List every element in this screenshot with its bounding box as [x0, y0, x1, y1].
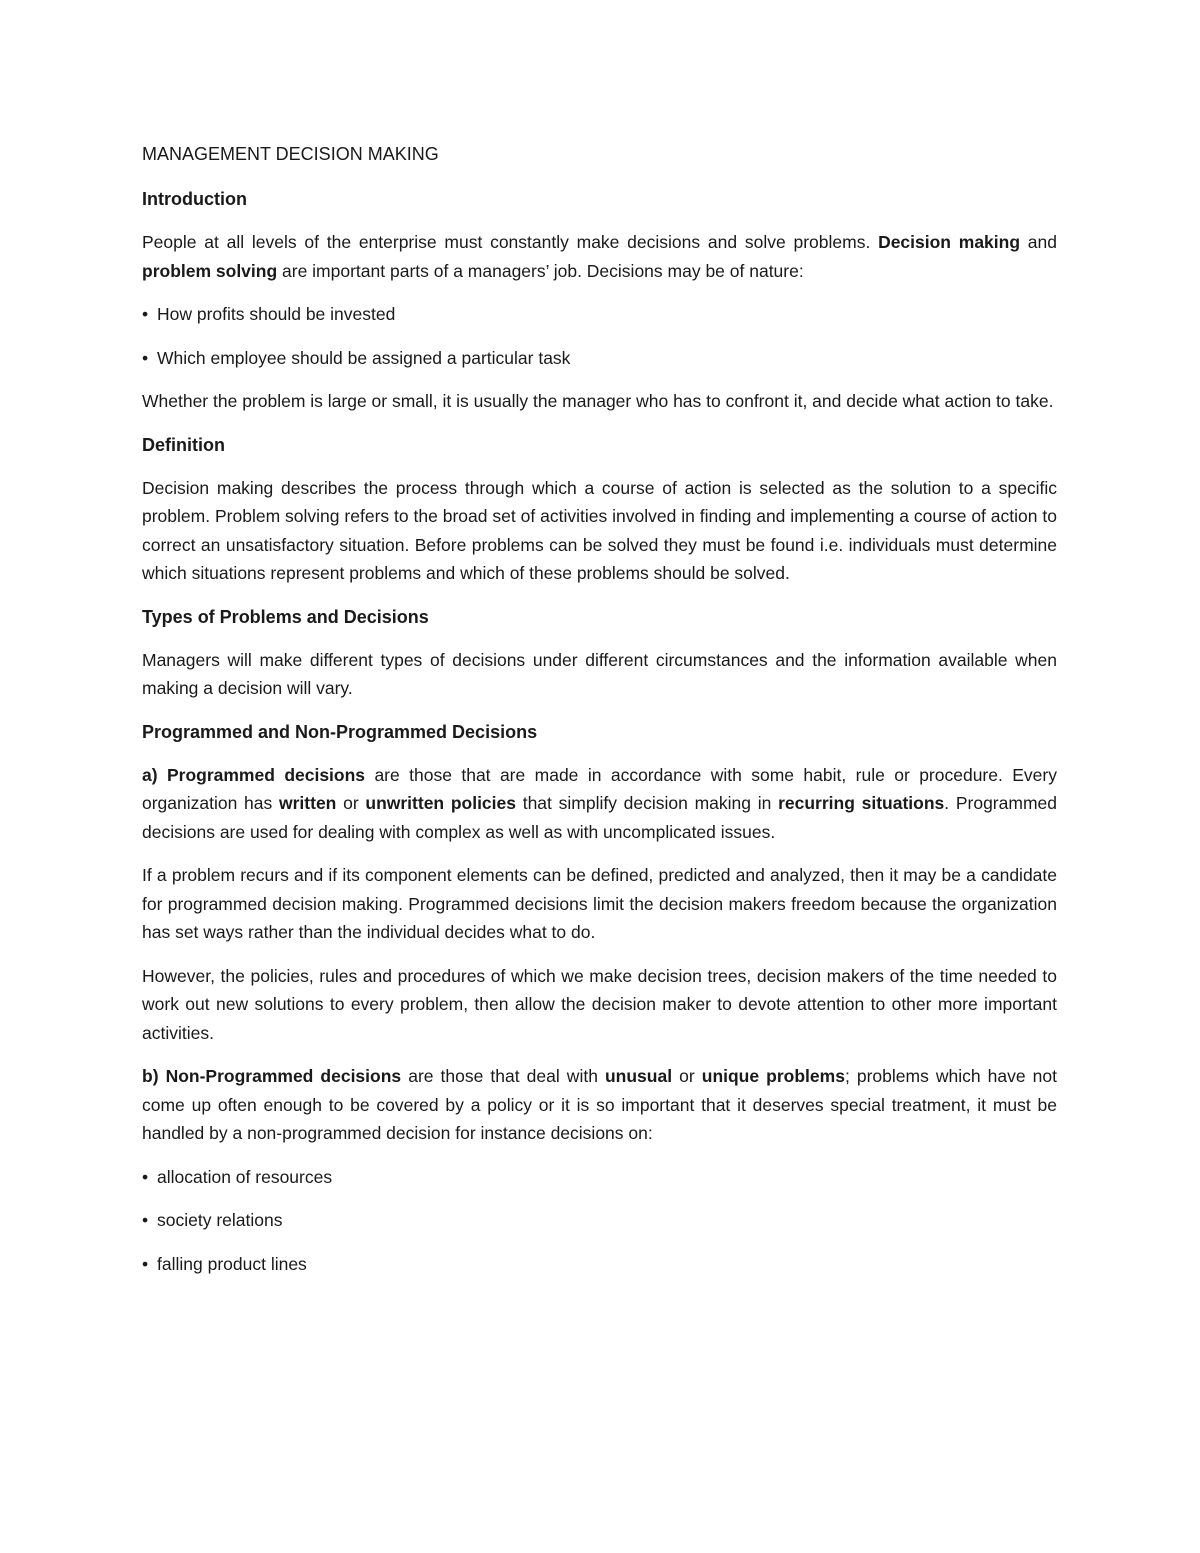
document-title: MANAGEMENT DECISION MAKING — [142, 144, 439, 164]
document-body — [142, 140, 1057, 1293]
list-item-text: society relations — [157, 1210, 283, 1230]
list-item-text: Which employee should be assigned a particular task — [157, 347, 571, 368]
bullet-icon: • — [142, 347, 149, 368]
heading-introduction: Introduction — [142, 189, 247, 209]
list-item — [142, 344, 1057, 373]
list-item — [142, 300, 1057, 329]
text-run: are those that are made in accordance with some habit, rule or procedure. Every organization has — [142, 764, 1057, 813]
programmed-paragraph-2: If a problem recurs and if its component elements can be defined, predicted and analyzed, then it may be a candidate for programmed decision making. Programmed decisions limit the decision makers freedom because the organization has set ways rather than the individual decides what to do. — [142, 865, 1057, 942]
bullet-icon: • — [142, 1210, 149, 1230]
bold-term: problem solving — [142, 260, 278, 281]
text-run: or — [672, 1066, 702, 1086]
list-item — [142, 1206, 1057, 1235]
intro-paragraph-2: Whether the problem is large or small, it is usually the manager who has to confront it, and decide what action to take. — [142, 391, 1054, 411]
text-run: that simplify decision making in — [516, 793, 779, 813]
bold-term: unique problems — [701, 1066, 845, 1086]
text-run: . Programmed decisions are used for dealing with complex as well as with uncomplicated issues. — [142, 793, 1057, 842]
list-item — [142, 1250, 1057, 1279]
programmed-paragraph-3: However, the policies, rules and procedures of which we make decision trees, decision makers of the time needed to work out new solutions to every problem, then allow the decision maker to devote attention to other more important activities. — [142, 965, 1057, 1043]
bold-term: written — [279, 793, 337, 813]
intro-paragraph — [142, 228, 1057, 285]
heading-types: Types of Problems and Decisions — [142, 606, 429, 627]
definition-paragraph: Decision making describes the process through which a course of action is selected as the solution to a specific problem. Problem solving refers to the broad set of activities involved in finding and implementing a course of action to correct an unsatisfactory situation. Before problems can be solved they must be found i.e. individuals must determine which situations represent problems and which of these problems should be solved. — [142, 477, 1057, 583]
bold-term: unwritten policies — [365, 793, 516, 813]
types-paragraph: Managers will make different types of decisions under different circumstances and the information available when making a decision will vary. — [142, 649, 1057, 698]
text-run: and — [1020, 232, 1057, 252]
bold-term: Decision making — [878, 232, 1021, 252]
programmed-paragraph-a — [142, 761, 1057, 847]
list-item-text: allocation of resources — [157, 1166, 333, 1187]
bullet-icon: • — [142, 304, 149, 324]
bold-term: a) Programmed decisions — [142, 764, 366, 785]
bullet-icon: • — [142, 1166, 149, 1187]
list-item — [142, 1163, 1057, 1192]
text-run: ; problems which have not come up often enough to be covered by a policy or it is so important that it deserves special treatment, it must be handled by a non-programmed decision for instance decisions on: — [142, 1066, 1058, 1143]
list-item-text: falling product lines — [157, 1253, 307, 1274]
bold-term: b) Non-Programmed decisions — [142, 1066, 402, 1086]
non-programmed-paragraph — [142, 1062, 1057, 1148]
heading-definition: Definition — [142, 434, 225, 455]
heading-programmed: Programmed and Non-Programmed Decisions — [142, 721, 538, 742]
text-run: are important parts of a managers’ job. Decisions may be of nature: — [277, 260, 804, 281]
text-run: People at all levels of the enterprise must constantly make decisions and solve problems. — [142, 232, 879, 252]
bullet-icon: • — [142, 1253, 149, 1274]
bold-term: recurring situations — [778, 793, 945, 813]
text-run: are those that deal with — [401, 1066, 605, 1086]
text-run: or — [336, 793, 366, 813]
bold-term: unusual — [604, 1066, 673, 1086]
list-item-text: How profits should be invested — [157, 304, 396, 324]
